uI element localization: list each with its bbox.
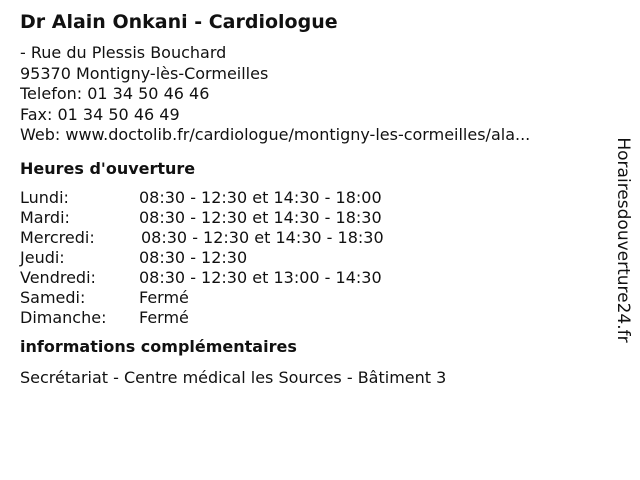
contact-block bbox=[20, 43, 595, 146]
fax-number: Fax: 01 34 50 46 49 bbox=[20, 104, 180, 124]
day-label: Mardi: bbox=[20, 207, 70, 227]
day-label: Mercredi: bbox=[20, 227, 95, 247]
address-street: - Rue du Plessis Bouchard bbox=[20, 43, 227, 62]
time-value: 08:30 - 12:30 bbox=[139, 247, 248, 267]
time-value: 08:30 - 12:30 et 14:30 - 18:30 bbox=[139, 207, 382, 227]
phone-number: Telefon: 01 34 50 46 46 bbox=[20, 84, 210, 103]
hours-row-friday bbox=[20, 268, 595, 288]
website-link[interactable]: Web: www.doctolib.fr/cardiologue/montigny-les-cormeilles/ala... bbox=[20, 125, 531, 144]
day-label: Jeudi: bbox=[20, 247, 65, 267]
hours-row-sunday bbox=[20, 308, 595, 328]
opening-hours-table bbox=[20, 188, 595, 328]
time-value: Fermé bbox=[139, 307, 189, 327]
address-city: 95370 Montigny-lès-Cormeilles bbox=[20, 63, 269, 83]
listing-card bbox=[20, 10, 595, 388]
hours-row-wednesday bbox=[20, 228, 595, 248]
additional-info-text: Secrétariat - Centre médical les Sources - Bâtiment 3 bbox=[20, 367, 447, 387]
time-value: 08:30 - 12:30 et 14:30 - 18:00 bbox=[139, 187, 382, 207]
hours-row-monday bbox=[20, 188, 595, 208]
additional-info-heading: informations complémentaires bbox=[20, 336, 297, 356]
day-label: Samedi: bbox=[20, 287, 86, 307]
time-value: Fermé bbox=[139, 287, 189, 307]
site-watermark: Horairesdouverture24.fr bbox=[613, 137, 633, 343]
time-value: 08:30 - 12:30 et 14:30 - 18:30 bbox=[141, 227, 384, 247]
hours-row-saturday bbox=[20, 288, 595, 308]
day-label: Lundi: bbox=[20, 187, 69, 207]
opening-hours-heading: Heures d'ouverture bbox=[20, 158, 196, 178]
day-label: Vendredi: bbox=[20, 267, 96, 287]
day-label: Dimanche: bbox=[20, 307, 107, 327]
hours-row-tuesday bbox=[20, 208, 595, 228]
page-title: Dr Alain Onkani - Cardiologue bbox=[20, 11, 338, 33]
time-value: 08:30 - 12:30 et 13:00 - 14:30 bbox=[139, 267, 382, 287]
hours-row-thursday bbox=[20, 248, 595, 268]
